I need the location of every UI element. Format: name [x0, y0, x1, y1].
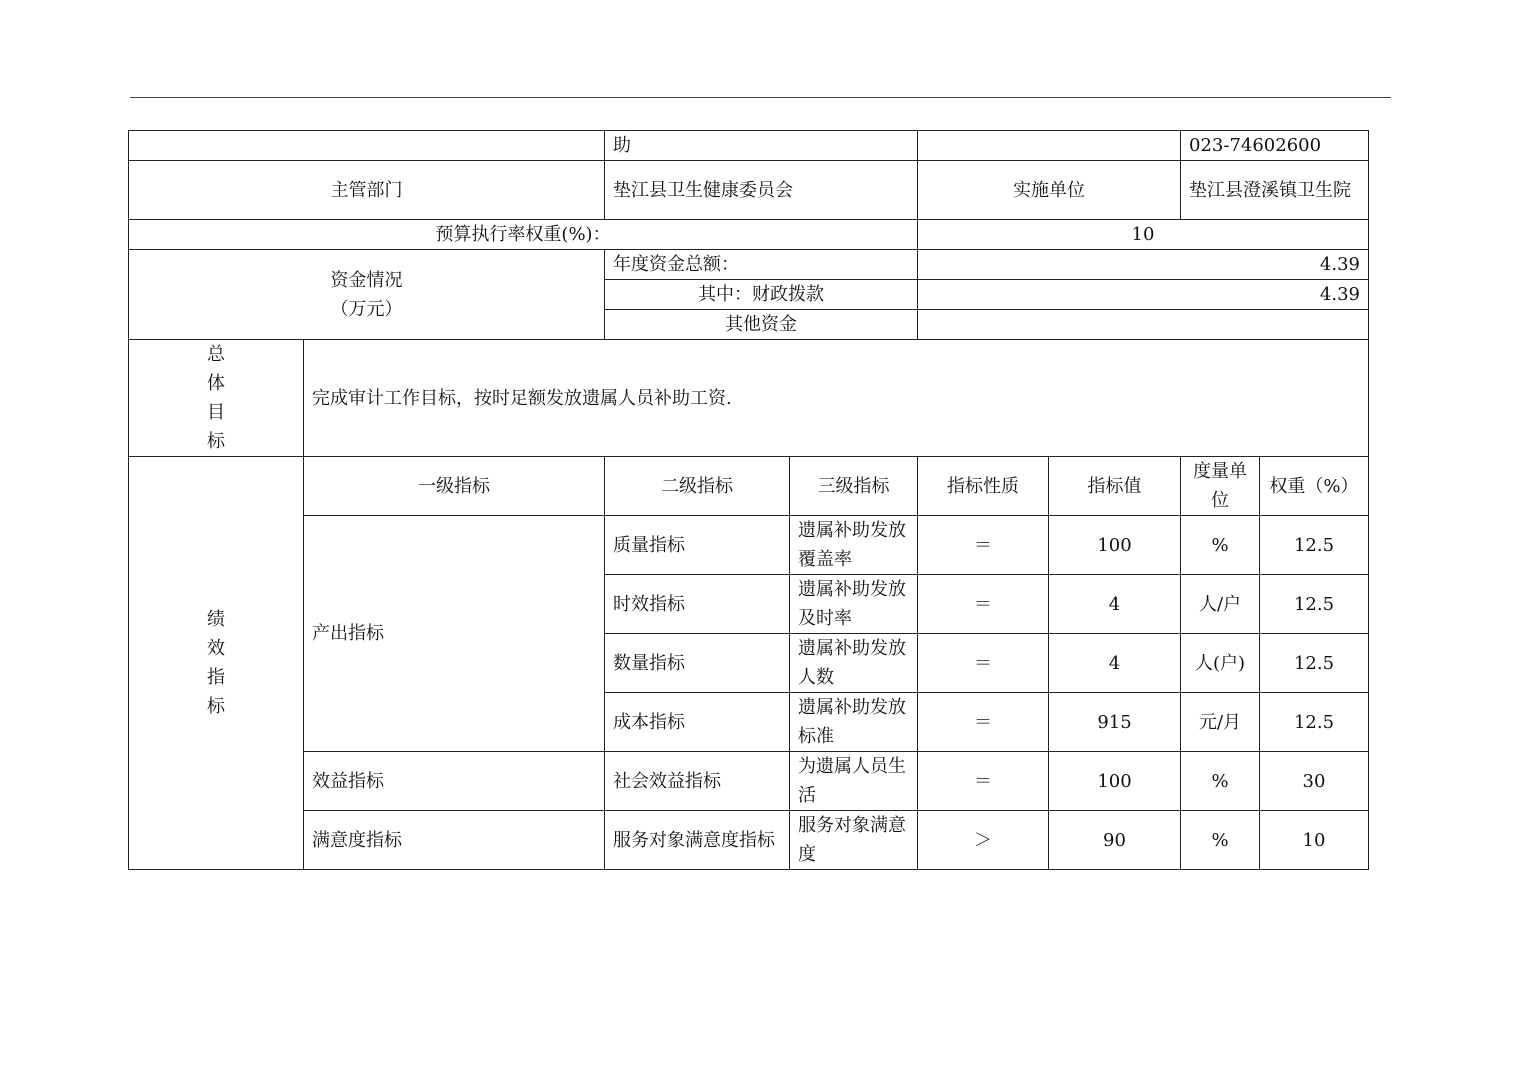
- value-cell: 90: [1049, 811, 1181, 870]
- weight-cell: 12.5: [1260, 693, 1369, 752]
- nature-cell: ＝: [918, 693, 1049, 752]
- unit-cell: %: [1181, 811, 1260, 870]
- annual-total-value: 4.39: [918, 250, 1369, 280]
- table-row: [129, 457, 1369, 516]
- table-row: [129, 752, 1369, 811]
- performance-target-table: [128, 130, 1369, 870]
- nature-cell: ＝: [918, 516, 1049, 575]
- level3-cell: 遗属补助发放人数: [790, 634, 918, 693]
- funds-label: 资金情况: [330, 269, 403, 291]
- table-row: [129, 131, 1369, 161]
- empty-cell: [918, 131, 1181, 161]
- weight-cell: 30: [1260, 752, 1369, 811]
- fiscal-allocation-label: 其中：财政拨款: [605, 280, 918, 310]
- value-cell: 100: [1049, 516, 1181, 575]
- header-value: 指标值: [1049, 457, 1181, 516]
- level3-cell: 服务对象满意度: [790, 811, 918, 870]
- performance-label: 绩效指标: [207, 609, 225, 717]
- value-cell: 4: [1049, 634, 1181, 693]
- weight-cell: 10: [1260, 811, 1369, 870]
- level2-cell: 服务对象满意度指标: [605, 811, 790, 870]
- budget-weight-value: 10: [918, 220, 1369, 250]
- level2-cell: 成本指标: [605, 693, 790, 752]
- nature-cell: ＝: [918, 634, 1049, 693]
- unit-cell: 元/月: [1181, 693, 1260, 752]
- header-unit: 度量单位: [1181, 457, 1260, 516]
- department-value: 垫江县卫生健康委员会: [605, 161, 918, 220]
- performance-label-cell: [129, 457, 304, 870]
- weight-cell: 12.5: [1260, 634, 1369, 693]
- department-label: 主管部门: [129, 161, 605, 220]
- nature-cell: ＝: [918, 752, 1049, 811]
- weight-cell: 12.5: [1260, 516, 1369, 575]
- helper-text: 助: [605, 131, 918, 161]
- level2-cell: 数量指标: [605, 634, 790, 693]
- header-nature: 指标性质: [918, 457, 1049, 516]
- fiscal-allocation-value: 4.39: [918, 280, 1369, 310]
- group-output: 产出指标: [304, 516, 605, 752]
- funds-unit: （万元）: [330, 298, 403, 320]
- nature-cell: ＝: [918, 575, 1049, 634]
- table-row: [129, 516, 1369, 575]
- level2-cell: 时效指标: [605, 575, 790, 634]
- value-cell: 915: [1049, 693, 1181, 752]
- header-level2: 二级指标: [605, 457, 790, 516]
- other-funds-label: 其他资金: [605, 310, 918, 340]
- value-cell: 4: [1049, 575, 1181, 634]
- implementing-unit-value: 垫江县澄溪镇卫生院: [1181, 161, 1369, 220]
- overall-goal-label: 总体目标: [207, 344, 225, 452]
- nature-cell: ＞: [918, 811, 1049, 870]
- weight-cell: 12.5: [1260, 575, 1369, 634]
- overall-goal-text: 完成审计工作目标，按时足额发放遗属人员补助工资.: [304, 340, 1369, 457]
- table-row: [129, 220, 1369, 250]
- table-row: [129, 250, 1369, 280]
- group-benefit: 效益指标: [304, 752, 605, 811]
- empty-cell: [129, 131, 605, 161]
- unit-cell: 人/户: [1181, 575, 1260, 634]
- header-weight: 权重（%）: [1260, 457, 1369, 516]
- level3-cell: 遗属补助发放及时率: [790, 575, 918, 634]
- unit-cell: 人(户): [1181, 634, 1260, 693]
- other-funds-value: [918, 310, 1369, 340]
- annual-total-label: 年度资金总额：: [605, 250, 918, 280]
- unit-cell: %: [1181, 752, 1260, 811]
- table-row: [129, 811, 1369, 870]
- implementing-unit-label: 实施单位: [918, 161, 1181, 220]
- level2-cell: 质量指标: [605, 516, 790, 575]
- table-row: [129, 161, 1369, 220]
- group-satisfaction: 满意度指标: [304, 811, 605, 870]
- budget-weight-label: 预算执行率权重(%)：: [129, 220, 918, 250]
- header-level3: 三级指标: [790, 457, 918, 516]
- funds-label-cell: [129, 250, 605, 340]
- unit-cell: %: [1181, 516, 1260, 575]
- level3-cell: 遗属补助发放覆盖率: [790, 516, 918, 575]
- level2-cell: 社会效益指标: [605, 752, 790, 811]
- header-level1: 一级指标: [304, 457, 605, 516]
- contact-phone: 023-74602600: [1181, 131, 1369, 161]
- table-row: [129, 340, 1369, 457]
- header-rule: [130, 97, 1391, 98]
- value-cell: 100: [1049, 752, 1181, 811]
- level3-cell: 遗属补助发放标准: [790, 693, 918, 752]
- level3-cell: 为遗属人员生活: [790, 752, 918, 811]
- overall-goal-label-cell: [129, 340, 304, 457]
